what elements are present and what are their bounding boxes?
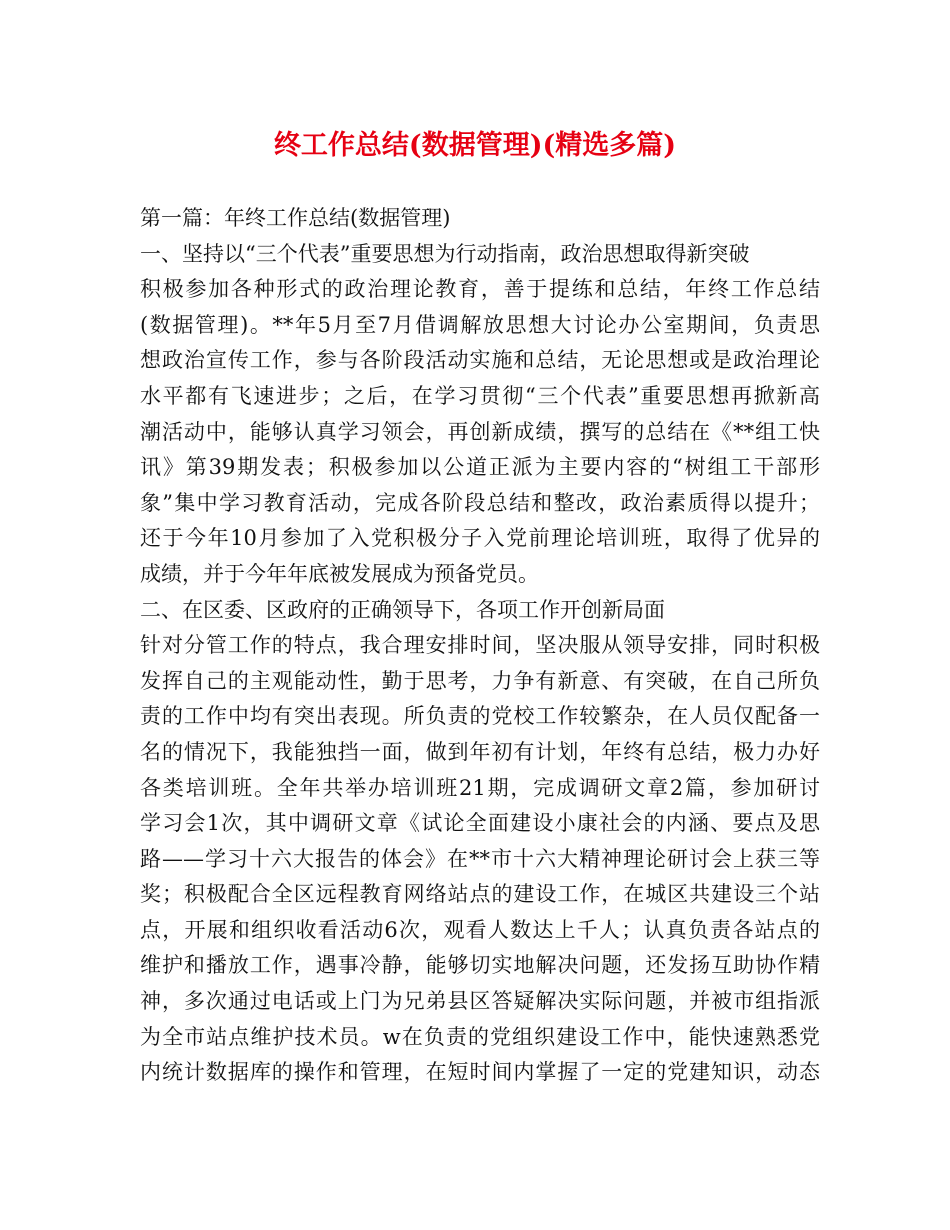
paragraph-line: 针对分管工作的特点，我合理安排时间，坚决服从领导安排，同时积极: [140, 633, 820, 658]
paragraph-line: 奖；积极配合全区远程教育网络站点的建设工作，在城区共建设三个站: [140, 882, 820, 907]
document-title: 终工作总结(数据管理)(精选多篇): [273, 130, 677, 161]
paragraph-line: 各类培训班。全年共举办培训班21期，完成调研文章2篇，参加研讨: [140, 775, 820, 800]
paragraph-line: 名的情况下，我能独挡一面，做到年初有计划，年终有总结，极力办好: [140, 739, 820, 764]
section-heading: 第一篇：年终工作总结(数据管理): [140, 206, 451, 230]
paragraph-line: 积极参加各种形式的政治理论教育，善于提练和总结，年终工作总结: [140, 277, 820, 302]
paragraph-line: 象”集中学习教育活动，完成各阶段总结和整改，政治素质得以提升；: [140, 490, 820, 515]
subsection-heading: 一、坚持以“三个代表”重要思想为行动指南，政治思想取得新突破: [140, 241, 750, 266]
paragraph-line: 点，开展和组织收看活动6次，观看人数达上千人；认真负责各站点的: [140, 917, 820, 942]
paragraph-line: 发挥自己的主观能动性，勤于思考，力争有新意、有突破，在自己所负: [140, 668, 820, 693]
paragraph-line: 潮活动中，能够认真学习领会，再创新成绩，撰写的总结在《**组工快: [140, 419, 820, 444]
paragraph-line: 为全市站点维护技术员。w在负责的党组织建设工作中，能快速熟悉党: [140, 1024, 820, 1049]
paragraph-line: 讯》第39期发表；积极参加以公道正派为主要内容的“树组工干部形: [140, 455, 820, 480]
document-body: [140, 201, 820, 1091]
subsection-heading: 二、在区委、区政府的正确领导下，各项工作开创新局面: [140, 597, 665, 622]
paragraph-line: 水平都有飞速进步；之后，在学习贯彻“三个代表”重要思想再掀新高: [140, 383, 820, 408]
paragraph-line: 还于今年10月参加了入党积极分子入党前理论培训班，取得了优异的: [140, 526, 820, 551]
paragraph-line: 学习会1次，其中调研文章《试论全面建设小康社会的内涵、要点及思: [140, 811, 820, 836]
paragraph-line: 维护和播放工作，遇事冷静，能够切实地解决问题，还发扬互助协作精: [140, 953, 820, 978]
paragraph-line: 想政治宣传工作，参与各阶段活动实施和总结，无论思想或是政治理论: [140, 348, 820, 373]
paragraph-line: (数据管理)。**年5月至7月借调解放思想大讨论办公室期间，负责思: [140, 312, 820, 337]
paragraph-line: 内统计数据库的操作和管理，在短时间内掌握了一定的党建知识，动态: [140, 1060, 820, 1085]
paragraph-line: 成绩，并于今年年底被发展成为预备党员。: [140, 561, 539, 586]
paragraph-line: 责的工作中均有突出表现。所负责的党校工作较繁杂，在人员仅配备一: [140, 704, 820, 729]
paragraph-line: 神，多次通过电话或上门为兄弟县区答疑解决实际问题，并被市组指派: [140, 989, 820, 1014]
paragraph-line: 路——学习十六大报告的体会》在**市十六大精神理论研讨会上获三等: [140, 846, 820, 871]
